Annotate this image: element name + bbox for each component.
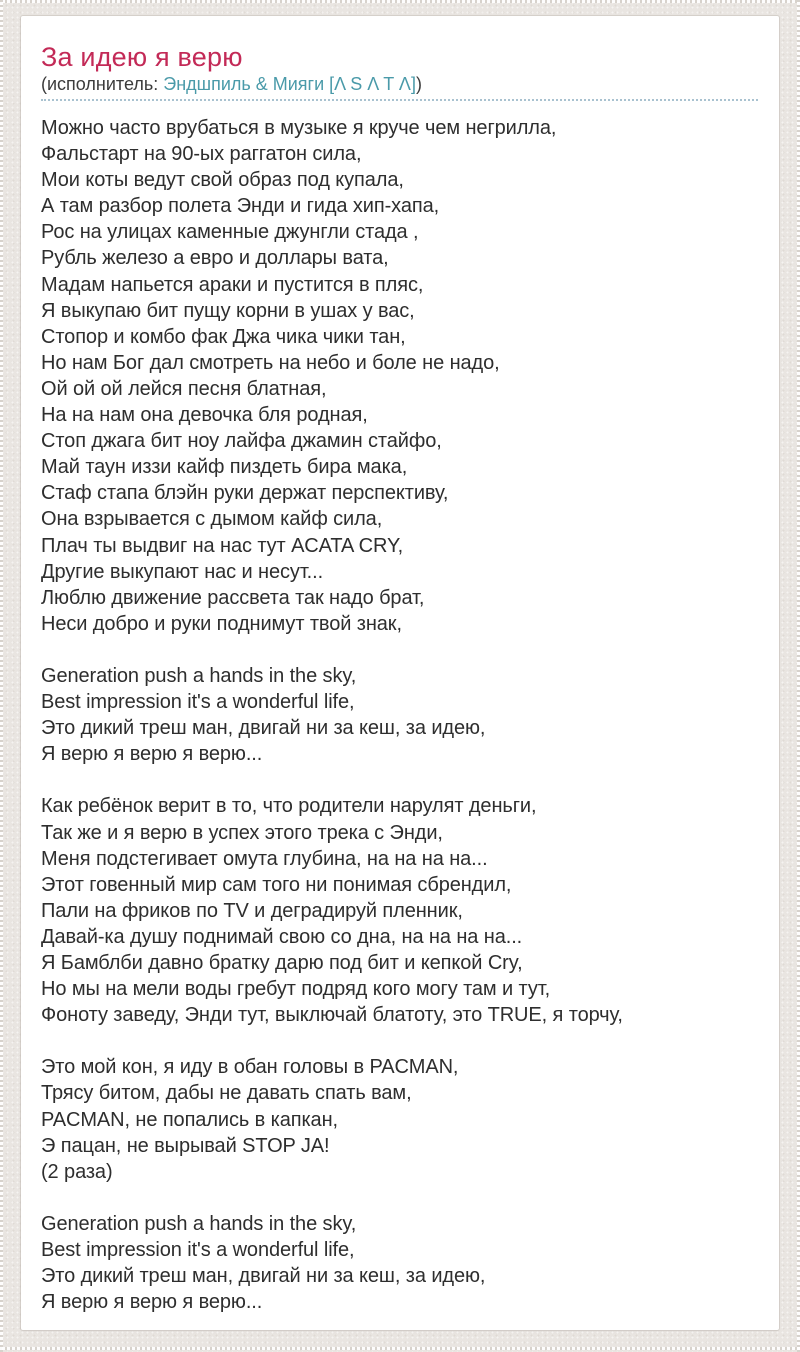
lyric-line: Это дикий треш ман, двигай ни за кеш, за идею, xyxy=(41,1265,486,1288)
lyric-line: Этот говенный мир сам того ни понимая сбрендил, xyxy=(41,873,512,896)
artist-link[interactable]: Эндшпиль & Мияги [Λ S Λ T Λ] xyxy=(163,74,416,94)
lyric-line: Это дикий треш ман, двигай ни за кеш, за идею, xyxy=(41,717,486,740)
lyric-line: Я выкупаю бит пущу корни в ушах у вас, xyxy=(41,299,415,322)
artist-line-suffix: ) xyxy=(415,74,422,94)
lyric-line: Стаф стапа блэйн руки держат перспективу, xyxy=(41,482,449,505)
artist-line xyxy=(41,74,758,94)
lyric-line: Стоп джага бит ноу лайфа джамин стайфо, xyxy=(41,430,442,453)
lyric-line: Она взрывается с дымом кайф сила, xyxy=(41,508,383,531)
lyric-line: Трясу битом, дабы не давать спать вам, xyxy=(41,1082,412,1105)
lyric-line: Фальстарт на 90-ых раггатон сила, xyxy=(41,143,362,166)
page-edge-texture-left xyxy=(0,0,3,1352)
song-title: За идею я верю xyxy=(41,42,243,72)
stanza xyxy=(41,1054,758,1184)
page-edge-texture-bottom xyxy=(0,1347,800,1350)
song-header xyxy=(41,42,758,101)
lyric-line: Но нам Бог дал смотреть на небо и боле не надо, xyxy=(41,351,500,374)
lyric-line: Пали на фриков по TV и деградируй пленник, xyxy=(41,899,463,922)
lyric-line: Рос на улицах каменные джунгли стада , xyxy=(41,221,419,244)
lyric-line: Плач ты выдвиг на нас тут ACATA CRY, xyxy=(41,534,404,557)
lyric-line: Люблю движение рассвета так надо брат, xyxy=(41,586,425,609)
lyric-line: Так же и я верю в успех этого трека с Энди, xyxy=(41,821,443,844)
lyric-line: Как ребёнок верит в то, что родители нарулят деньги, xyxy=(41,795,537,818)
stanza xyxy=(41,1211,758,1315)
lyric-line: Ой ой ой лейся песня блатная, xyxy=(41,377,327,400)
lyric-line: Другие выкупают нас и несут... xyxy=(41,560,324,583)
lyric-line: Мадам напьется араки и пустится в пляс, xyxy=(41,273,424,296)
lyric-line: Давай-ка душу поднимай свою со дна, на на на на... xyxy=(41,925,523,948)
lyric-line: На на нам она девочка бля родная, xyxy=(41,404,368,427)
lyrics-card xyxy=(21,16,779,1330)
lyric-line: Best impression it's a wonderful life, xyxy=(41,691,355,714)
stanza xyxy=(41,115,758,637)
lyric-line: Я верю я верю я верю... xyxy=(41,1291,263,1314)
lyric-line: Это мой кон, я иду в обан головы в PACMAN, xyxy=(41,1056,459,1079)
lyric-line: Стопор и комбо фак Джа чика чики тан, xyxy=(41,325,406,348)
lyric-line: Меня подстегивает омута глубина, на на на на... xyxy=(41,847,488,870)
lyric-line: Но мы на мели воды гребут подряд кого могу там и тут, xyxy=(41,978,551,1001)
lyric-line: Можно часто врубаться в музыке я круче чем негрилла, xyxy=(41,117,557,139)
lyric-line: Э пацан, не вырывай STOP JA! xyxy=(41,1134,330,1157)
lyric-line: Май таун иззи кайф пиздеть бира мака, xyxy=(41,456,408,479)
lyrics-text xyxy=(41,115,758,1315)
lyric-line: Рубль железо а евро и доллары вата, xyxy=(41,247,389,270)
lyric-line: Неси добро и руки поднимут твой знак, xyxy=(41,612,402,635)
lyric-line: А там разбор полета Энди и гида хип-хапа, xyxy=(41,195,440,218)
lyric-line: Мои коты ведут свой образ под купала, xyxy=(41,169,404,192)
lyric-line: PACMAN, не попались в капкан, xyxy=(41,1108,338,1131)
stanza xyxy=(41,793,758,1028)
lyric-line: Generation push a hands in the sky, xyxy=(41,664,357,687)
lyric-line: Фоноту заведу, Энди тут, выключай блатоту, это TRUE, я торчу, xyxy=(41,1004,623,1027)
artist-label: (исполнитель: xyxy=(41,74,164,94)
lyric-line: Я Бамблби давно братку дарю под бит и кепкой Cry, xyxy=(41,952,523,974)
stanza xyxy=(41,663,758,767)
lyric-line: Best impression it's a wonderful life, xyxy=(41,1239,355,1262)
lyric-line: Generation push a hands in the sky, xyxy=(41,1212,357,1235)
page-edge-texture-top xyxy=(0,0,800,3)
lyric-line: (2 раза) xyxy=(41,1160,113,1183)
lyric-line: Я верю я верю я верю... xyxy=(41,743,263,766)
